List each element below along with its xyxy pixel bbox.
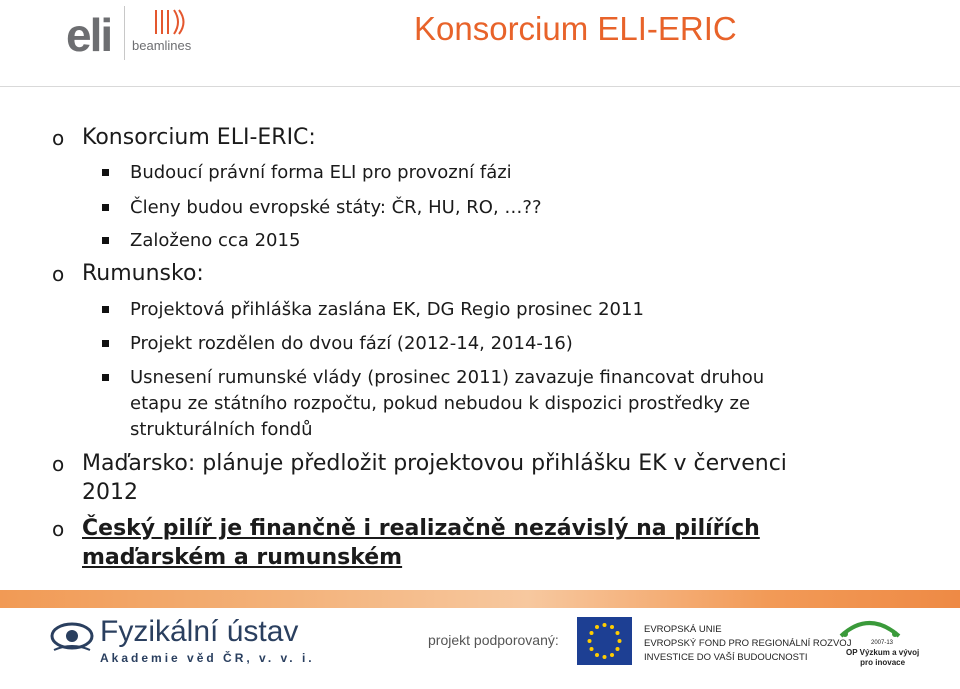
bullet-text: Český pilíř je finančně i realizačně nezávislý na pilířích	[82, 516, 760, 541]
bullet-item	[52, 260, 204, 288]
circle-bullet-icon: o	[52, 517, 65, 541]
bullet-continuation	[82, 479, 138, 507]
op-line: pro inovace	[860, 658, 906, 667]
eu-line: EVROPSKÁ UNIE	[644, 624, 722, 635]
sub-bullet-text: Členy budou evropské státy: ČR, HU, RO, …??	[130, 197, 542, 218]
sub-bullet-text: etapu ze státního rozpočtu, pokud nebudou k dispozici prostředky ze	[130, 393, 751, 414]
sub-bullet-continuation	[130, 417, 313, 443]
op-years: 2007-13	[871, 640, 894, 646]
sub-bullet-text: Usnesení rumunské vlády (prosinec 2011) zavazuje financovat druhou	[130, 367, 765, 388]
logo-divider	[124, 6, 125, 60]
fzu-eye-icon	[50, 614, 94, 658]
slide-title: Konsorcium ELI-ERIC	[414, 10, 737, 47]
bullet-text: Maďarsko: plánuje předložit projektovou přihlášku EK v červenci	[82, 451, 787, 476]
sub-bullet-item	[130, 365, 764, 391]
bullet-item	[52, 450, 787, 478]
eu-text-block	[644, 623, 851, 665]
sub-bullet-text: strukturálních fondů	[130, 419, 313, 440]
op-text	[846, 648, 919, 668]
beam-icon	[152, 8, 188, 36]
bullet-item	[52, 515, 760, 543]
slide-header	[0, 0, 960, 88]
op-line: OP Výzkum a vývoj	[846, 648, 920, 657]
sub-bullet-item	[130, 228, 300, 254]
circle-bullet-icon: o	[52, 452, 65, 476]
eli-beamlines-logo	[66, 2, 206, 64]
sub-bullet-text: Založeno cca 2015	[130, 230, 301, 251]
eu-flag-icon	[577, 617, 632, 665]
square-bullet-icon	[102, 237, 109, 244]
footer-stripe	[0, 590, 960, 608]
sub-bullet-item	[130, 297, 644, 323]
square-bullet-icon	[102, 169, 109, 176]
circle-bullet-icon: o	[52, 126, 65, 150]
sub-bullet-continuation	[130, 391, 750, 417]
bullet-item	[52, 124, 316, 152]
sub-bullet-text: Projekt rozdělen do dvou fází (2012-14, 2014-16)	[130, 333, 573, 354]
sub-bullet-item	[130, 195, 542, 221]
sub-bullet-text: Projektová přihláška zaslána EK, DG Regio prosinec 2011	[130, 299, 644, 320]
square-bullet-icon	[102, 204, 109, 211]
beamlines-text: beamlines	[132, 38, 192, 53]
circle-bullet-icon: o	[52, 262, 65, 286]
fzu-title: Fyzikální ústav	[100, 615, 299, 648]
square-bullet-icon	[102, 306, 109, 313]
bullet-text: maďarském a rumunském	[82, 545, 403, 570]
eli-logo-text: eli	[66, 9, 112, 61]
fzu-subtitle: Akademie věd ČR, v. v. i.	[100, 651, 315, 665]
bullet-text: 2012	[82, 480, 138, 505]
sub-bullet-item	[130, 331, 573, 357]
bullet-text: Konsorcium ELI-ERIC:	[82, 125, 316, 150]
square-bullet-icon	[102, 340, 109, 347]
bullet-text: Rumunsko:	[82, 261, 204, 286]
eu-line: INVESTICE DO VAŠÍ BUDOUCNOSTI	[644, 652, 808, 663]
sub-bullet-item	[130, 160, 512, 186]
sub-bullet-text: Budoucí právní forma ELI pro provozní fázi	[130, 162, 512, 183]
header-divider	[0, 86, 960, 87]
square-bullet-icon	[102, 374, 109, 381]
project-supported-label: projekt podporovaný:	[428, 632, 559, 648]
eu-line: EVROPSKÝ FOND PRO REGIONÁLNÍ ROZVOJ	[644, 638, 852, 649]
bullet-continuation	[82, 544, 402, 572]
